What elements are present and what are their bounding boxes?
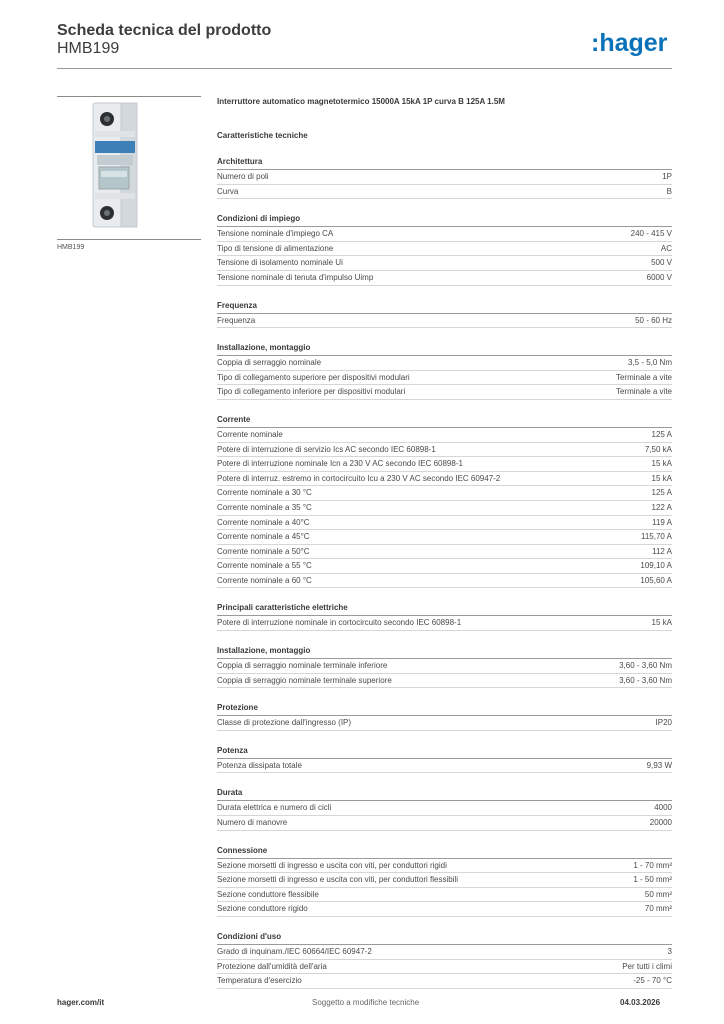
spec-value: -25 - 70 °C [633, 976, 672, 986]
spec-row [217, 314, 672, 329]
spec-value: 125 A [651, 429, 672, 439]
circuit-breaker-image [57, 97, 201, 239]
spec-label: Potere di interruz. estremo in cortocircuito Icu a 230 V AC secondo IEC 60947-2 [217, 473, 501, 483]
spec-section [217, 745, 672, 774]
product-code: HMB199 [57, 40, 120, 57]
spec-value: IP20 [655, 718, 672, 728]
spec-label: Curva [217, 186, 239, 196]
spec-sections [217, 156, 672, 989]
spec-row [217, 873, 672, 888]
spec-row [217, 428, 672, 443]
footer-note: Soggetto a modifiche tecniche [312, 998, 420, 1007]
spec-row [217, 545, 672, 560]
spec-label: Corrente nominale a 35 °C [217, 502, 312, 512]
spec-section [217, 702, 672, 731]
spec-row [217, 501, 672, 516]
spec-label: Sezione morsetti di ingresso e uscita con viti, per conduttori flessibili [217, 875, 458, 885]
spec-label: Corrente nominale a 30 °C [217, 488, 312, 498]
spec-label: Numero di poli [217, 172, 269, 181]
spec-label: Coppia di serraggio nominale [217, 358, 322, 368]
section-title: Installazione, montaggio [217, 342, 672, 356]
spec-section [217, 156, 672, 199]
spec-row [217, 185, 672, 200]
product-name: Interruttore automatico magnetotermico 15000A 15kA 1P curva B 125A 1.5M [217, 97, 505, 106]
spec-section [217, 845, 672, 917]
product-image-caption: HMB199 [57, 244, 85, 251]
spec-value: 112 A [652, 546, 672, 556]
spec-label: Potere di interruzione di servizio Ics AC secondo IEC 60898-1 [217, 444, 436, 454]
spec-section [217, 602, 672, 631]
characteristics-title: Caratteristiche tecniche [217, 131, 308, 140]
spec-section [217, 645, 672, 688]
spec-row [217, 759, 672, 774]
spec-section [217, 414, 672, 589]
spec-value: 3,5 - 5,0 Nm [627, 358, 672, 368]
spec-value: 1 - 70 mm² [633, 860, 672, 870]
spec-section [217, 931, 672, 989]
spec-label: Potere di interruzione nominale Icn a 230 V AC secondo IEC 60898-1 [217, 459, 463, 469]
spec-value: Terminale a vite [615, 387, 672, 397]
spec-content [217, 96, 672, 989]
spec-row [217, 559, 672, 574]
spec-label: Tensione di isolamento nominale Ui [217, 258, 343, 268]
section-title: Frequenza [217, 300, 672, 314]
spec-value: Per tutti i climi [622, 961, 672, 971]
section-title: Connessione [217, 845, 672, 859]
spec-value: 115,70 A [641, 532, 672, 542]
spec-value: B [666, 186, 672, 196]
spec-value: 105,60 A [640, 575, 672, 585]
spec-value: 109,10 A [640, 561, 672, 571]
spec-row [217, 472, 672, 487]
spec-label: Potere di interruzione nominale in cortocircuito secondo IEC 60898-1 [217, 618, 462, 628]
spec-row [217, 801, 672, 816]
section-title: Condizioni d'uso [217, 931, 672, 945]
spec-row [217, 859, 672, 874]
section-title: Architettura [217, 156, 672, 170]
spec-row [217, 170, 672, 185]
spec-row [217, 945, 672, 960]
spec-row [217, 457, 672, 472]
section-title: Principali caratteristiche elettriche [217, 602, 672, 616]
spec-row [217, 486, 672, 501]
spec-row [217, 888, 672, 903]
spec-row [217, 902, 672, 917]
spec-row [217, 574, 672, 589]
spec-label: Coppia di serraggio nominale terminale inferiore [217, 661, 388, 671]
spec-label: Tipo di collegamento inferiore per dispositivi modulari [217, 387, 406, 397]
spec-label: Grado di inquinam./IEC 60664/IEC 60947-2 [217, 947, 372, 956]
spec-section [217, 300, 672, 329]
spec-label: Corrente nominale a 50°C [217, 546, 310, 556]
spec-label: Corrente nominale a 55 °C [217, 561, 312, 571]
spec-row [217, 516, 672, 531]
spec-label: Sezione morsetti di ingresso e uscita con viti, per conduttori rigidi [217, 860, 447, 870]
spec-row [217, 960, 672, 975]
spec-label: Tipo di collegamento superiore per dispositivi modulari [217, 372, 410, 382]
spec-label: Tipo di tensione di alimentazione [217, 243, 334, 253]
section-title: Corrente [217, 414, 672, 428]
header-divider [57, 68, 672, 69]
spec-value: 7,50 kA [644, 444, 672, 454]
spec-row [217, 356, 672, 371]
spec-value: 15 kA [651, 459, 672, 469]
spec-value: 15 kA [651, 618, 672, 628]
spec-row [217, 271, 672, 286]
spec-label: Corrente nominale a 45°C [217, 532, 310, 542]
spec-label: Frequenza [217, 315, 256, 325]
spec-row [217, 530, 672, 545]
logo-text: :hager [591, 29, 668, 57]
spec-section [217, 342, 672, 400]
spec-label: Corrente nominale a 40°C [217, 517, 310, 527]
spec-label: Sezione conduttore flessibile [217, 889, 319, 899]
spec-value: 3,60 - 3,60 Nm [619, 661, 672, 671]
spec-row [217, 816, 672, 831]
spec-value: 122 A [651, 502, 672, 512]
spec-label: Tensione nominale di tenuta d'impulso Uimp [217, 272, 374, 282]
section-title: Condizioni di impiego [217, 213, 672, 227]
spec-label: Durata elettrica e numero di cicli [217, 803, 332, 813]
spec-label: Tensione nominale d'impiego CA [217, 229, 334, 239]
spec-section [217, 213, 672, 285]
product-image-frame [57, 96, 201, 240]
spec-row [217, 659, 672, 674]
spec-row [217, 256, 672, 271]
spec-row [217, 227, 672, 242]
spec-label: Potenza dissipata totale [217, 760, 302, 770]
spec-value: 1P [662, 172, 672, 181]
spec-row [217, 674, 672, 689]
spec-row [217, 371, 672, 386]
spec-value: 3,60 - 3,60 Nm [619, 675, 672, 685]
spec-value: 500 V [651, 258, 672, 268]
section-title: Durata [217, 787, 672, 801]
spec-value: 50 - 60 Hz [635, 315, 672, 325]
spec-label: Coppia di serraggio nominale terminale superiore [217, 675, 392, 685]
spec-label: Temperatura d'esercizio [217, 976, 302, 986]
spec-value: 4000 [654, 803, 672, 813]
spec-value: 9,93 W [646, 760, 672, 770]
spec-row [217, 242, 672, 257]
spec-label: Sezione conduttore rigido [217, 904, 308, 914]
spec-label: Corrente nominale [217, 429, 283, 439]
spec-label: Classe di protezione dall'ingresso (IP) [217, 718, 352, 728]
spec-value: 20000 [649, 818, 672, 828]
spec-value: 125 A [651, 488, 672, 498]
spec-value: 1 - 50 mm² [633, 875, 672, 885]
spec-value: 3 [667, 947, 672, 956]
footer-website[interactable]: hager.com/it [57, 998, 105, 1007]
spec-section [217, 787, 672, 830]
spec-value: 6000 V [646, 272, 672, 282]
spec-value: 50 mm² [644, 889, 672, 899]
spec-row [217, 974, 672, 989]
section-title: Protezione [217, 702, 672, 716]
spec-value: 70 mm² [644, 904, 672, 914]
spec-label: Protezione dall'umidità dell'aria [217, 961, 327, 971]
spec-row [217, 385, 672, 400]
spec-label: Numero di manovre [217, 818, 288, 828]
spec-value: 119 A [652, 517, 672, 527]
spec-row [217, 443, 672, 458]
spec-value: AC [660, 243, 672, 253]
spec-row [217, 716, 672, 731]
hager-logo [591, 28, 675, 60]
section-title: Potenza [217, 745, 672, 759]
spec-value: 240 - 415 V [630, 229, 672, 239]
spec-label: Corrente nominale a 60 °C [217, 575, 312, 585]
section-title: Installazione, montaggio [217, 645, 672, 659]
page-title: Scheda tecnica del prodotto [57, 22, 272, 39]
spec-row [217, 616, 672, 631]
footer-date: 04.03.2026 [620, 998, 661, 1007]
spec-value: Terminale a vite [615, 372, 672, 382]
spec-value: 15 kA [651, 473, 672, 483]
